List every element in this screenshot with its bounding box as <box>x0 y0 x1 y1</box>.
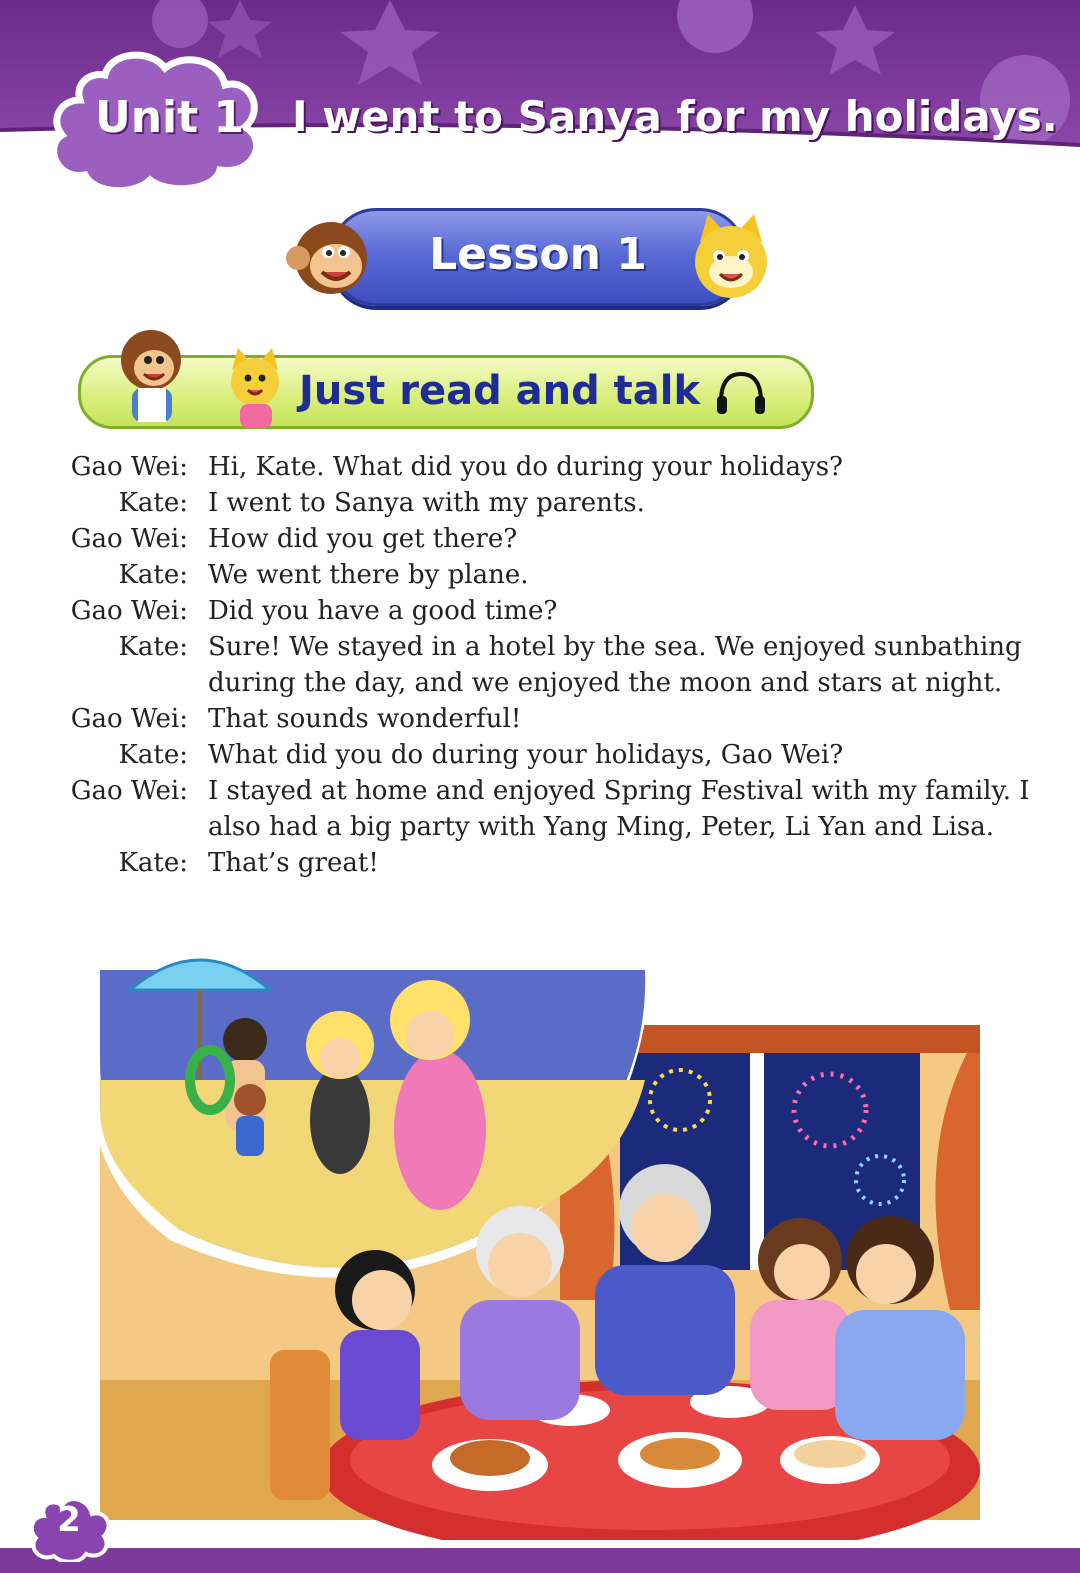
unit-label: Unit 1 <box>95 92 245 143</box>
page-number: 2 <box>57 1500 81 1540</box>
lesson-banner <box>330 208 746 306</box>
dialogue-line <box>0 560 1080 596</box>
speaker-name: Gao Wei: <box>70 704 188 734</box>
headphones-icon[interactable] <box>713 368 769 416</box>
dialogue-line <box>0 668 1080 704</box>
dialogue-line <box>0 632 1080 668</box>
cat-character-icon <box>212 344 304 428</box>
dialogue-text: We went there by plane. <box>208 560 529 590</box>
story-illustration <box>90 880 990 1540</box>
dialogue-text: Sure! We stayed in a hotel by the sea. We enjoyed sunbathing <box>208 632 1022 662</box>
chair <box>270 1350 330 1500</box>
speaker-name: Kate: <box>118 488 188 518</box>
dialogue-text: Hi, Kate. What did you do during your holidays? <box>208 452 843 482</box>
girl-figure <box>310 1066 370 1174</box>
cat-mascot-icon <box>686 212 776 300</box>
dialogue-line <box>0 452 1080 488</box>
dialogue-line <box>0 812 1080 848</box>
lesson-label: Lesson 1 <box>429 229 647 280</box>
page-number-badge <box>26 1482 112 1562</box>
dialogue-line <box>0 848 1080 884</box>
dialogue-line <box>0 524 1080 560</box>
speaker-name: Gao Wei: <box>70 776 188 806</box>
dialogue-line <box>0 488 1080 524</box>
section-label: Just read and talk <box>299 368 701 414</box>
dad-figure <box>223 1018 267 1062</box>
dialogue-line <box>0 704 1080 740</box>
speaker-name: Kate: <box>118 560 188 590</box>
speaker-name: Kate: <box>118 632 188 662</box>
unit-title: I went to Sanya for my holidays. <box>292 92 1058 141</box>
dialogue-text: during the day, and we enjoyed the moon and stars at night. <box>208 668 1003 698</box>
speaker-name: Gao Wei: <box>70 596 188 626</box>
monkey-mascot-icon <box>286 214 376 299</box>
boy-figure <box>234 1084 266 1116</box>
dialogue-text: How did you get there? <box>208 524 518 554</box>
dialogue-line <box>0 740 1080 776</box>
mom-figure <box>394 1050 486 1210</box>
footer-band <box>0 1548 1080 1573</box>
dialogue-text: Did you have a good time? <box>208 596 558 626</box>
dialogue-text: I stayed at home and enjoyed Spring Festival with my family. I <box>208 776 1030 806</box>
speaker-name: Kate: <box>118 848 188 878</box>
dialogue-line <box>0 596 1080 632</box>
speaker-name: Gao Wei: <box>70 452 188 482</box>
monkey-character-icon <box>96 322 204 426</box>
dialogue-text: I went to Sanya with my parents. <box>208 488 645 518</box>
speaker-name: Gao Wei: <box>70 524 188 554</box>
dialogue-text: also had a big party with Yang Ming, Peter, Li Yan and Lisa. <box>208 812 995 842</box>
dialogue-line <box>0 776 1080 812</box>
dialogue-text: What did you do during your holidays, Gao Wei? <box>208 740 844 770</box>
dialogue-text: That’s great! <box>208 848 379 878</box>
dialogue-text: That sounds wonderful! <box>208 704 522 734</box>
speaker-name: Kate: <box>118 740 188 770</box>
